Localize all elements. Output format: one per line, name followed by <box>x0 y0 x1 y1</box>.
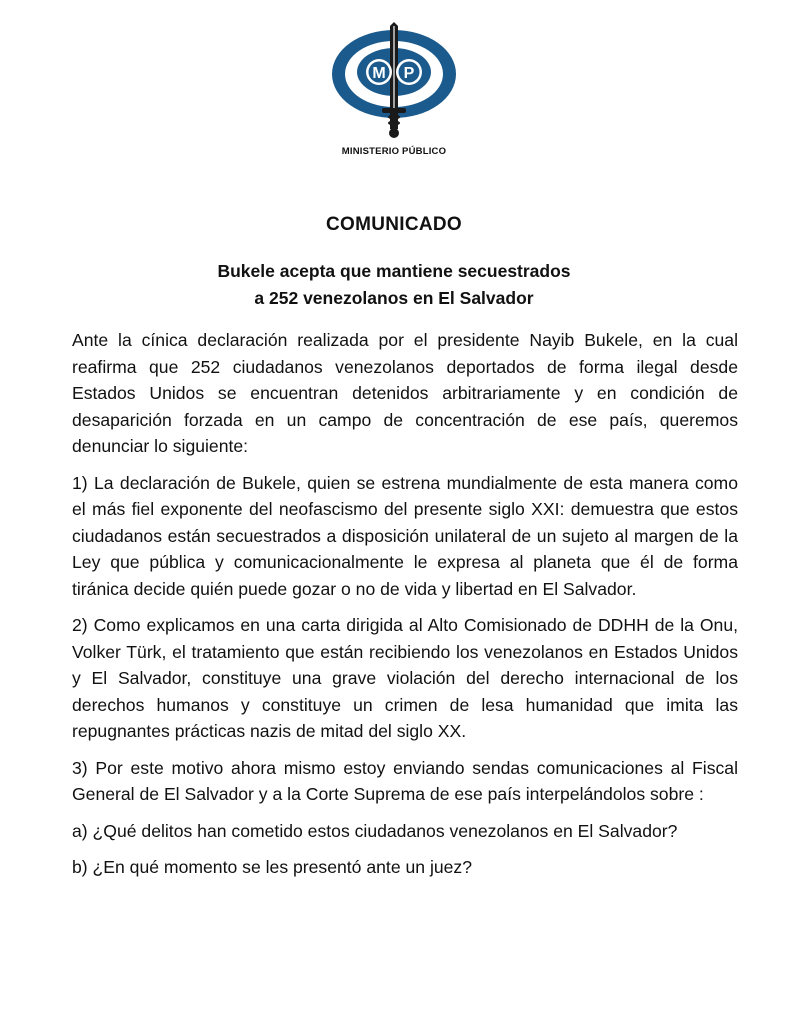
header-logo <box>0 22 788 157</box>
point-2-paragraph: 2) Como explicamos en una carta dirigida al Alto Comisionado de DDHH de la Onu, Volker Türk, el tratamiento que están recibiendo los venezolanos en Estados Unidos y El Salvador, constituye una grave violación del derecho internacional de los derechos humanos y constituye un crimen de lesa humanidad que imita las repugnantes prácticas nazis de mitad del siglo XX. <box>72 615 738 741</box>
document-body <box>72 327 738 891</box>
question-a-paragraph: a) ¿Qué delitos han cometido estos ciudadanos venezolanos en El Salvador? <box>72 820 678 841</box>
logo-caption: MINISTERIO PÚBLICO <box>341 146 447 157</box>
point-1-paragraph: 1) La declaración de Bukele, quien se estrena mundialmente de esta manera como el más fiel exponente del neofascismo del presente siglo XXI: demuestra que estos ciudadanos están secuestrados a disposición unilateral de un sujeto al margen de la Ley que pública y comunicacionalmente le expresa al planeta que él de forma tiránica decide quién puede gozar o no de vida y libertad en El Salvador. <box>72 472 738 599</box>
subtitle-line-1: Bukele acepta que mantiene secuestrados <box>217 261 571 281</box>
question-b-paragraph: b) ¿En qué momento se les presentó ante un juez? <box>72 857 473 877</box>
subtitle-line-2: a 252 venezolanos en El Salvador <box>254 288 534 308</box>
ministerio-publico-seal-icon <box>324 22 464 144</box>
svg-text:M: M <box>372 65 386 82</box>
document-title: COMUNICADO <box>326 214 462 235</box>
document-subtitle <box>0 258 788 312</box>
svg-text:P: P <box>403 65 415 82</box>
intro-paragraph: Ante la cínica declaración realizada por el presidente Nayib Bukele, en la cual reafirma que 252 ciudadanos venezolanos deportados de forma ilegal desde Estados Unidos se encuentran detenidos arbitrariamente y en condición de desaparición forzada en un campo de concentración de ese país, queremos denunciar lo siguiente: <box>72 330 738 456</box>
point-3-paragraph: 3) Por este motivo ahora mismo estoy enviando sendas comunicaciones al Fiscal General de El Salvador y a la Corte Suprema de ese país interpelándolos sobre : <box>72 757 738 804</box>
